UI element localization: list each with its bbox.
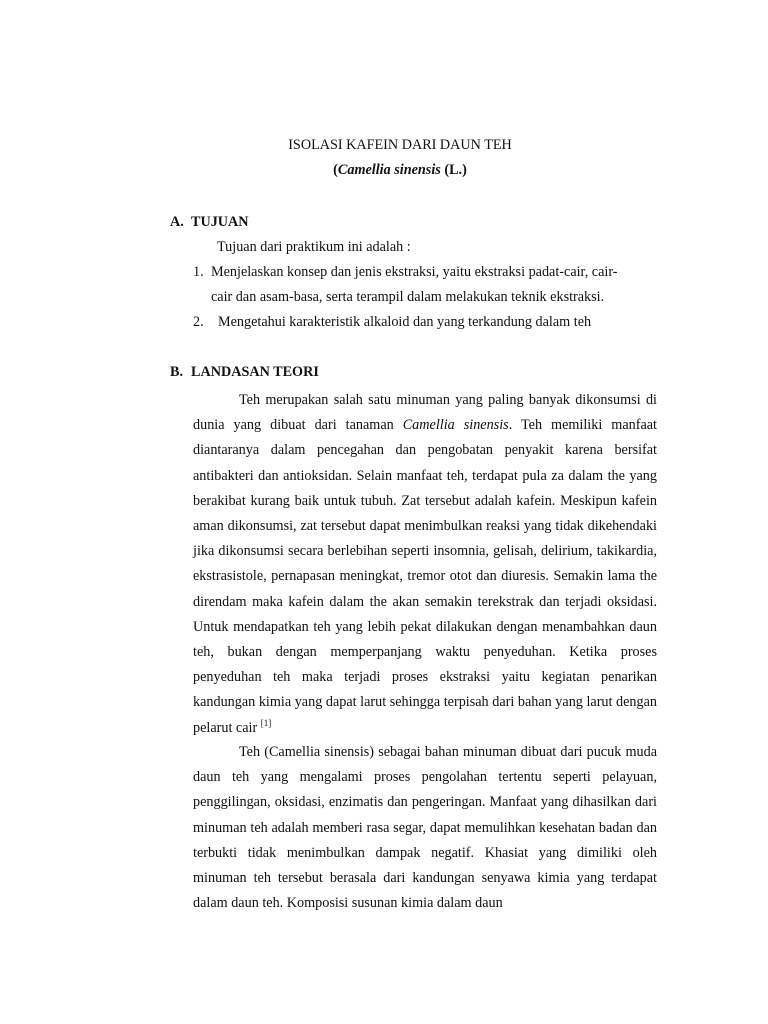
tujuan-item-2 bbox=[193, 314, 591, 331]
species-italic: Camellia sinensis bbox=[402, 417, 509, 434]
list-text: Mengetahui karakteristik alkaloid dan yang terkandung dalam teh bbox=[218, 314, 592, 330]
list-text: Menjelaskan konsep dan jenis ekstraksi, yaitu ekstraksi padat-cair, cair- bbox=[211, 264, 618, 280]
paragraph-text: Teh merupakan salah satu minuman yang paling banyak dikonsumsi di dunia yang dibuat dari tanaman bbox=[193, 392, 657, 434]
section-heading-a bbox=[170, 214, 249, 231]
landasan-paragraph-1 bbox=[193, 388, 657, 741]
tujuan-intro: Tujuan dari praktikum ini adalah : bbox=[217, 239, 411, 255]
section-letter-a: A. bbox=[170, 214, 184, 230]
subtitle-author: (L.) bbox=[440, 162, 467, 178]
citation-superscript: [1] bbox=[260, 717, 272, 728]
section-title-b: LANDASAN TEORI bbox=[191, 364, 319, 380]
landasan-paragraph-2 bbox=[193, 740, 657, 916]
list-number: 2. bbox=[193, 314, 204, 330]
list-number: 1. bbox=[193, 264, 204, 280]
subtitle-open-paren: ( bbox=[333, 162, 338, 178]
section-heading-b bbox=[170, 364, 319, 381]
tujuan-item-1-continuation: cair dan asam-basa, serta terampil dalam melakukan teknik ekstraksi. bbox=[211, 289, 605, 305]
section-title-a: TUJUAN bbox=[191, 214, 249, 230]
document-subtitle bbox=[0, 162, 768, 179]
paragraph-text: Teh (Camellia sinensis) sebagai bahan minuman dibuat dari pucuk muda daun teh yang mengalami proses pengolahan tertentu seperti pelayuan, penggilingan, oksidasi, enzimatis dan pengeringan. Manfaat yang dihasilkan dari minuman teh adalah memberi rasa segar, dapat memulihkan kesehatan badan dan terbukti tidak menimbulkan dampak negatif. Khasiat yang dimiliki oleh minuman teh tersebut berasala dari kandungan senyawa kimia yang terdapat dalam daun teh. Komposisi susunan kimia dalam daun bbox=[193, 744, 657, 912]
document-title: ISOLASI KAFEIN DARI DAUN TEH bbox=[288, 137, 512, 153]
subtitle-species: Camellia sinensis bbox=[337, 162, 441, 178]
section-letter-b: B. bbox=[170, 364, 184, 380]
paragraph-text: . Teh memiliki manfaat diantaranya dalam pencegahan dan pengobatan penyakit karena bersifat antibakteri dan antioksidan. Selain manfaat teh, terdapat pula za dalam the yang berakibat kurang baik untuk tubuh. Zat tersebut adalah kafein. Meskipun kafein aman dikonsumsi, zat tersebut dapat menimbulkan reaksi yang tidak dikehendaki jika dikonsumsi secara berlebihan seperti insomnia, gelisah, delirium, takikardia, ekstrasistole, pernapasan meningkat, tremor otot dan diuresis. Semakin lama the direndam maka kafein dalam the akan semakin terekstrak dan terjadi oksidasi. Untuk mendapatkan teh yang lebih pekat dilakukan dengan menambahkan daun teh, bukan dengan memperpanjang waktu penyeduhan. Ketika proses penyeduhan teh maka terjadi proses ekstraksi yaitu kegiatan penarikan kandungan kimia yang dapat larut sehingga terpisah dari bahan yang larut dengan pelarut cair bbox=[193, 417, 657, 736]
tujuan-item-1 bbox=[193, 264, 618, 281]
